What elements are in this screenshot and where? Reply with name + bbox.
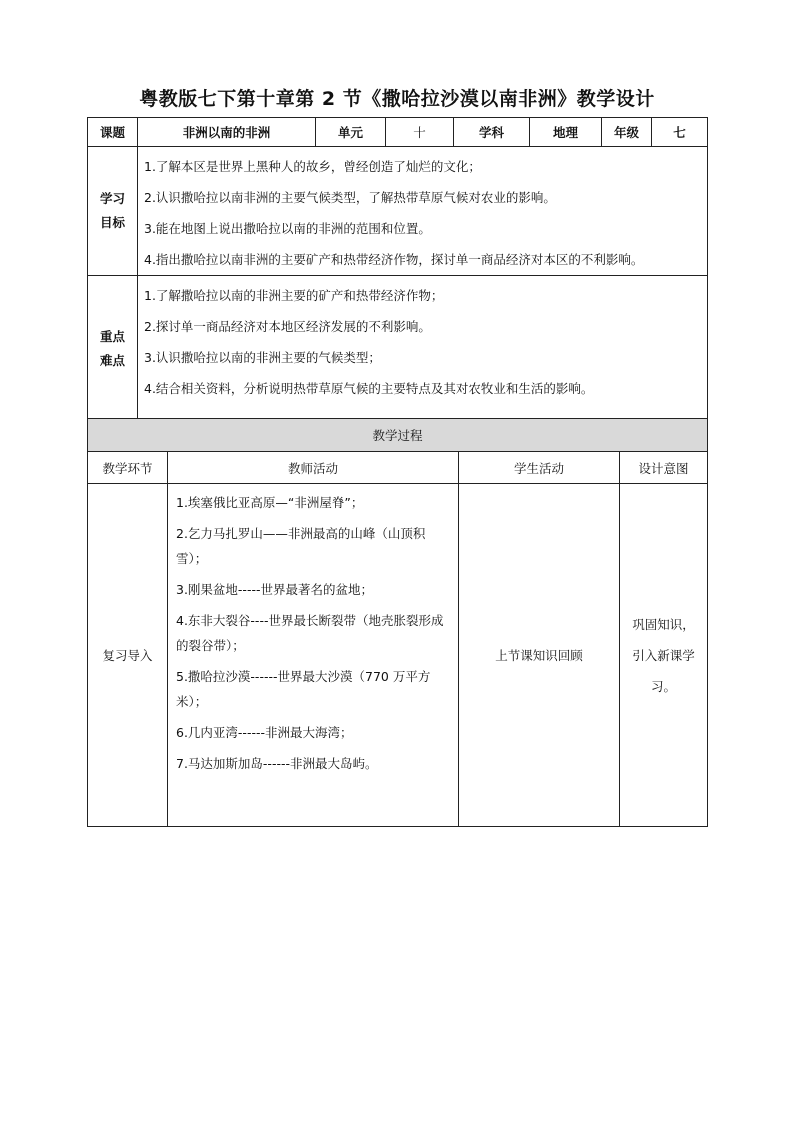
topic-label: 课题: [88, 118, 138, 147]
teacher-activity-item: 1.埃塞俄比亚高原—“非洲屋脊”；: [176, 495, 364, 510]
objectives-label-line1: 学习: [99, 191, 125, 206]
grade-value: 七: [652, 118, 708, 147]
column-header: 教学环节: [88, 452, 168, 484]
objective-item: 1.了解本区是世界上黑种人的故乡，曾经创造了灿烂的文化；: [144, 159, 481, 174]
column-header: 教师活动: [168, 452, 459, 484]
objectives-list: [138, 147, 708, 276]
teacher-activity-item: 4.东非大裂谷----世界最长断裂带（地壳胀裂形成的裂谷带）；: [176, 613, 444, 653]
key-points-label: [88, 276, 138, 423]
teacher-activity-item: 3.刚果盆地-----世界最著名的盆地；: [176, 582, 373, 597]
unit-value: 十: [386, 118, 454, 147]
process-header-row: [88, 452, 708, 484]
topic-value: 非洲以南的非洲: [138, 118, 316, 147]
key-points-label-line2: 难点: [99, 353, 125, 368]
key-points-list: [138, 276, 708, 423]
design-intent-cell: 巩固知识，引入新课学习。: [620, 484, 708, 827]
key-point-item: 2.探讨单一商品经济对本地区经济发展的不利影响。: [144, 319, 431, 334]
teacher-activity-item: 6.几内亚湾------非洲最大海湾；: [176, 725, 353, 740]
teacher-activity-item: 5.撒哈拉沙漠------世界最大沙漠（770 万平方米）；: [176, 669, 431, 709]
key-points-row: [88, 276, 708, 423]
teaching-process-table: [87, 418, 708, 827]
column-header: 设计意图: [620, 452, 708, 484]
objective-item: 2.认识撒哈拉以南非洲的主要气候类型，了解热带草原气候对农业的影响。: [144, 190, 556, 205]
teacher-activity-item: 2.乞力马扎罗山——非洲最高的山峰（山顶积雪）；: [176, 526, 426, 566]
topic-row: [88, 118, 708, 147]
grade-label: 年级: [602, 118, 652, 147]
objectives-label-line2: 目标: [99, 215, 125, 230]
subject-value: 地理: [530, 118, 602, 147]
key-point-item: 4.结合相关资料，分析说明热带草原气候的主要特点及其对农牧业和生活的影响。: [144, 381, 594, 396]
key-point-item: 1.了解撒哈拉以南的非洲主要的矿产和热带经济作物；: [144, 288, 444, 303]
process-section-title: 教学过程: [88, 419, 708, 452]
stage-cell: 复习导入: [88, 484, 168, 827]
objective-item: 4.指出撒哈拉以南非洲的主要矿产和热带经济作物，探讨单一商品经济对本区的不利影响。: [144, 252, 644, 267]
teacher-activity-item: 7.马达加斯加岛------非洲最大岛屿。: [176, 756, 378, 771]
key-points-label-line1: 重点: [99, 329, 125, 344]
subject-label: 学科: [454, 118, 530, 147]
objectives-label: [88, 147, 138, 276]
teacher-activity-cell: [168, 484, 459, 827]
column-header: 学生活动: [459, 452, 620, 484]
lesson-info-table: [87, 117, 708, 423]
process-row: [88, 484, 708, 827]
student-activity-cell: 上节课知识回顾: [459, 484, 620, 827]
objectives-row: [88, 147, 708, 276]
unit-label: 单元: [316, 118, 386, 147]
page-title: 粤教版七下第十章第 2 节《撒哈拉沙漠以南非洲》教学设计: [139, 88, 655, 110]
objective-item: 3.能在地图上说出撒哈拉以南的非洲的范围和位置。: [144, 221, 431, 236]
key-point-item: 3.认识撒哈拉以南的非洲主要的气候类型；: [144, 350, 381, 365]
